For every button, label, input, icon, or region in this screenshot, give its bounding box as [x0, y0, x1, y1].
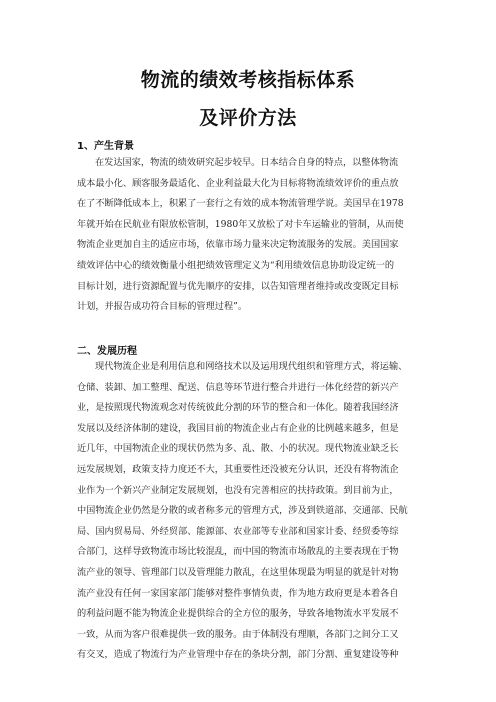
paragraph-line: 年就开始在民航业有限放松管制，1980年又放松了对卡车运输业的管制，从而使: [77, 218, 404, 230]
paragraph-line: 成本最小化、顾客服务最适化、企业利益最大化为目标将物流绩效评价的重点放: [77, 177, 399, 189]
paragraph-line: 合部门，这样导致物流市场比较混乱，而中国的物流市场散乱的主要表现在于物: [77, 546, 399, 558]
paragraph-line: 的利益问题不能为物流企业提供综合的全方位的服务，导致各地物流水平发展不: [77, 608, 399, 620]
section-background-paragraph: [77, 153, 423, 318]
paragraph-line: 中国物流企业仍然是分散的或者称多元的管理方式，涉及到铁道部、交通部、民航: [77, 505, 408, 517]
paragraph-line: 在了不断降低成本上，积累了一套行之有效的成本物流管理学说。美国早在1978: [77, 198, 404, 210]
paragraph-line: 业，是按照现代物流观念对传统彼此分割的环节的整合和一体化。随着我国经济: [77, 402, 399, 414]
paragraph-line: 发展以及经济体制的建设，我国目前的物流企业占有企业的比例越来越多，但是: [77, 422, 399, 434]
paragraph-line: 目标计划，进行资源配置与优先顺序的安排，以告知管理者维持或改变既定目标: [77, 280, 399, 292]
paragraph-line: 现代物流企业是利用信息和网络技术以及运用现代组织和管理方式，将运输、: [95, 361, 408, 372]
paragraph-line: 流产业没有任何一家国家部门能够对整件事情负责，作为地方政府更是本着各自: [77, 587, 399, 599]
section-heading-background: 1、产生背景: [77, 141, 134, 152]
paragraph-line: 计划，并报告成功符合目标的管理过程”。: [77, 301, 248, 313]
paragraph-line: 近几年，中国物流企业的现状仍然为多、乱、散、小的状况。现代物流业缺乏长: [77, 443, 399, 455]
document-title-line-2: 及评价方法: [199, 107, 297, 129]
paragraph-line: 在发达国家，物流的绩效研究起步较早。日本结合自身的特点，以整体物流: [95, 157, 399, 168]
paragraph-line: 业作为一个新兴产业制定发展规划，也没有完善相应的扶持政策。到目前为止，: [77, 484, 399, 496]
paragraph-line: 远发展规划，政策支持力度还不大，其重要性还没被充分认识，还没有将物流企: [77, 463, 399, 475]
document-title-line-1: 物流的绩效考核指标体系: [140, 69, 356, 91]
section-history-paragraph: [77, 357, 423, 666]
paragraph-line: 仓储、装卸、加工整理、配送、信息等环节进行整合并进行一体化经营的新兴产: [77, 381, 399, 393]
paragraph-line: 物流企业更加自主的适应市场，依靠市场力量来决定物流服务的发展。美国国家: [77, 239, 399, 251]
paragraph-line: 绩效评估中心的绩效衡量小组把绩效管理定义为“利用绩效信息协助设定统一的: [77, 259, 395, 271]
paragraph-line: 流产业的领导、管理部门以及管理能力散乱，在这里体现最为明显的就是针对物: [77, 566, 399, 578]
paragraph-line: 有交叉，造成了物流行为产业管理中存在的条块分割，部门分割、重复建设等种: [77, 649, 399, 661]
paragraph-line: 一致，从而为客户很难提供一致的服务。由于体制没有理顺，各部门之间分工又: [77, 628, 399, 640]
section-heading-history: 二、发展历程: [77, 346, 137, 357]
paragraph-line: 局、国内贸易局、外经贸部、能源部、农业部等专业部和国家计委、经贸委等综: [77, 525, 399, 537]
